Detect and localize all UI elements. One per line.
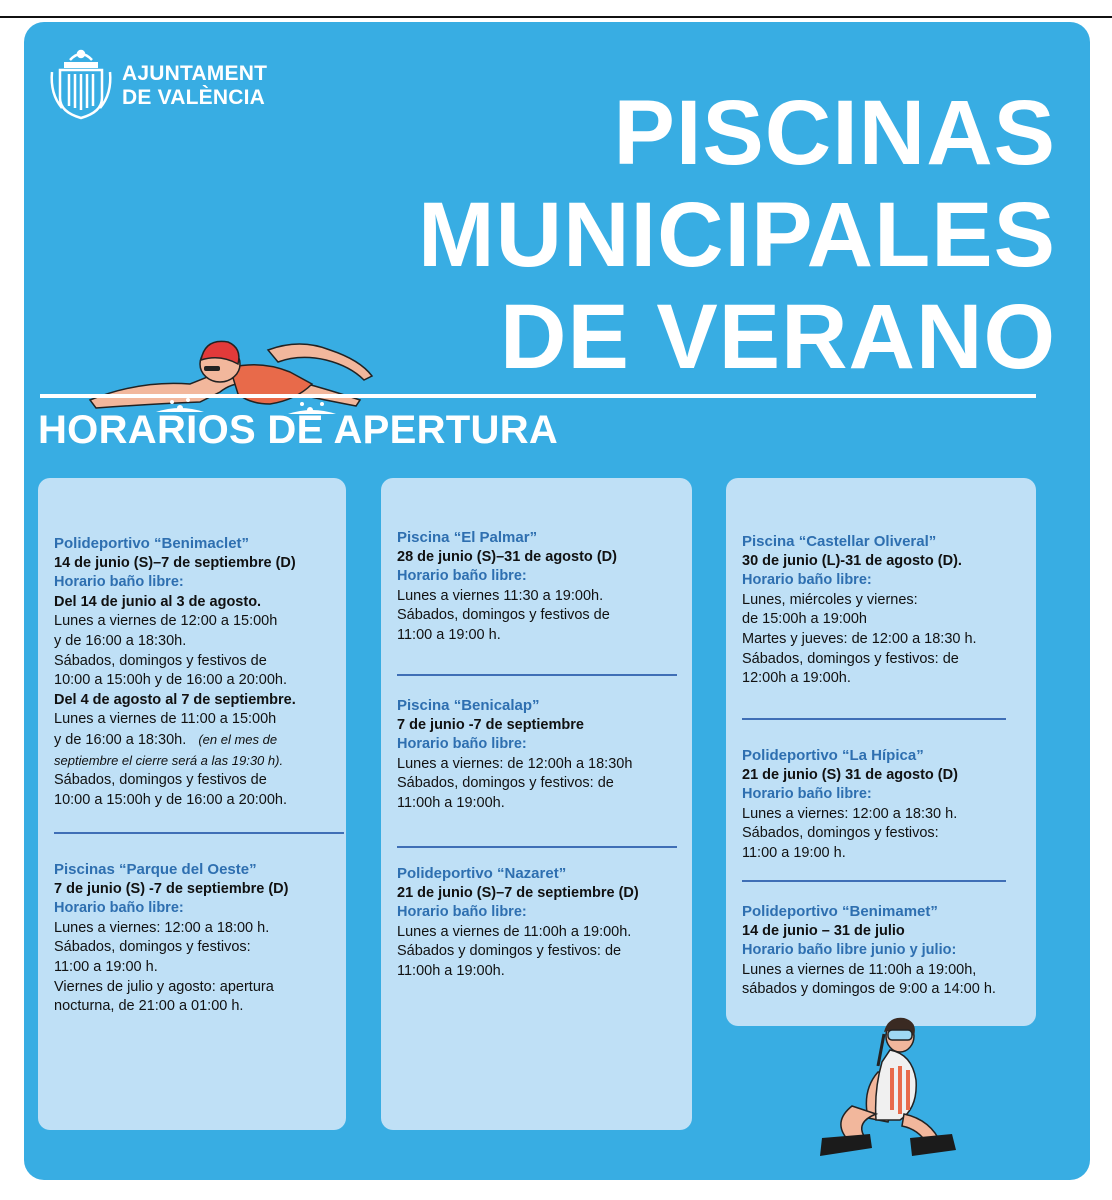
schedule-line: 11:00 a 19:00 h.	[54, 958, 158, 975]
schedule-line: sábados y domingos de 9:00 a 14:00 h.	[742, 981, 996, 998]
pool-name: Polideportivo “La Hípica”	[742, 747, 924, 764]
pool-dates: 7 de junio (S) -7 de septiembre (D)	[54, 880, 289, 897]
title-line-2: MUNICIPALES	[418, 184, 1056, 286]
pool-card-column-2	[381, 478, 692, 1130]
schedule-line: Lunes a viernes: 12:00 a 18:30 h.	[742, 805, 958, 822]
schedule-line: Lunes a viernes de 12:00 a 15:00h	[54, 613, 278, 630]
schedule-line: 11:00h a 19:00h.	[397, 794, 505, 811]
schedule-line: Lunes a viernes de 11:00 a 15:00h	[54, 711, 277, 728]
entry-divider	[397, 674, 677, 676]
schedule-label: Horario baño libre:	[742, 786, 872, 803]
pool-name: Polideportivo “Benimamet”	[742, 903, 938, 920]
schedule-line: Sábados, domingos y festivos: de	[742, 650, 959, 667]
pool-name: Piscina “Benicalap”	[397, 697, 540, 714]
pool-entry-castellar-oliveral	[742, 532, 1030, 689]
period-title: Del 4 de agosto al 7 de septiembre.	[54, 691, 296, 708]
schedule-label: Horario baño libre:	[742, 572, 872, 589]
schedule-line: Viernes de julio y agosto: apertura	[54, 978, 274, 995]
schedule-line: Sábados, domingos y festivos de	[397, 607, 610, 624]
schedule-line: y de 16:00 a 18:30h.	[54, 731, 187, 748]
pool-dates: 30 de junio (L)-31 de agosto (D).	[742, 552, 962, 569]
schedule-line: Lunes a viernes de 11:00h a 19:00h,	[742, 961, 977, 978]
entry-divider	[397, 846, 677, 848]
pool-name: Piscina “Castellar Oliveral”	[742, 533, 937, 550]
schedule-line: Sábados, domingos y festivos:	[54, 939, 251, 956]
coat-of-arms-icon	[48, 46, 114, 122]
pool-entry-el-palmar	[397, 528, 686, 646]
schedule-line: Lunes a viernes de 11:00h a 19:00h.	[397, 923, 632, 940]
title-rule	[40, 394, 1036, 398]
pool-dates: 14 de junio – 31 de julio	[742, 922, 905, 939]
pool-card-column-1	[38, 478, 346, 1130]
schedule-line-with-note	[54, 730, 340, 771]
schedule-line: 11:00 a 19:00 h.	[742, 844, 846, 861]
entry-divider	[742, 880, 1006, 882]
schedule-line: Sábados y domingos y festivos: de	[397, 943, 622, 960]
entry-divider	[54, 832, 344, 834]
schedule-line: Sábados, domingos y festivos:	[742, 825, 939, 842]
schedule-line: 12:00h a 19:00h.	[742, 670, 851, 687]
schedule-line: 10:00 a 15:00h y de 16:00 a 20:00h.	[54, 672, 288, 689]
schedule-label: Horario baño libre:	[54, 574, 184, 591]
pool-dates: 28 de junio (S)–31 de agosto (D)	[397, 548, 617, 565]
schedule-line: y de 16:00 a 18:30h.	[54, 632, 187, 649]
ayuntamiento-logo	[48, 46, 308, 136]
pool-entry-benicalap	[397, 696, 686, 814]
schedule-line: Lunes a viernes: de 12:00h a 18:30h	[397, 755, 633, 772]
schedule-line: 11:00 a 19:00 h.	[397, 626, 501, 643]
title-line-1: PISCINAS	[613, 82, 1056, 184]
schedule-line: Martes y jueves: de 12:00 a 18:30 h.	[742, 630, 977, 647]
schedule-label: Horario baño libre junio y julio:	[742, 942, 957, 959]
schedule-label: Horario baño libre:	[397, 904, 527, 921]
pool-dates: 21 de junio (S)–7 de septiembre (D)	[397, 884, 639, 901]
logo-text	[122, 62, 267, 110]
pool-dates: 14 de junio (S)–7 de septiembre (D)	[54, 554, 296, 571]
period-title: Del 14 de junio al 3 de agosto.	[54, 593, 262, 610]
pool-entry-nazaret	[397, 864, 686, 982]
pool-entry-benimaclet	[54, 534, 340, 810]
schedule-line: Lunes a viernes 11:30 a 19:00h.	[397, 587, 604, 604]
pool-card-column-3	[726, 478, 1036, 1026]
pool-name: Piscina “El Palmar”	[397, 529, 538, 546]
schedule-line: nocturna, de 21:00 a 01:00 h.	[54, 998, 244, 1015]
schedule-line: Lunes, miércoles y viernes:	[742, 591, 918, 608]
section-subtitle: HORARIOS DE APERTURA	[38, 408, 559, 452]
schedule-line: Lunes a viernes: 12:00 a 18:00 h.	[54, 919, 270, 936]
diver-illustration	[792, 1010, 962, 1160]
pool-name: Polideportivo “Benimaclet”	[54, 535, 250, 552]
schedule-label: Horario baño libre:	[54, 900, 184, 917]
schedule-line: Sábados, domingos y festivos de	[54, 652, 267, 669]
top-border-line	[0, 16, 1112, 18]
pool-entry-la-hipica	[742, 746, 1030, 864]
pool-dates: 7 de junio -7 de septiembre	[397, 716, 584, 733]
pool-entry-benimamet	[742, 902, 1030, 1000]
logo-line-2: DE VALÈNCIA	[122, 86, 265, 109]
schedule-line: de 15:00h a 19:00h	[742, 611, 867, 628]
schedule-line: 10:00 a 15:00h y de 16:00 a 20:00h.	[54, 791, 288, 808]
schedule-line: Sábados, domingos y festivos de	[54, 772, 267, 789]
schedule-note: (en el mes de septiembre el cierre será a las 19:30 h).	[54, 731, 284, 768]
logo-line-1: AJUNTAMENT	[122, 62, 268, 85]
schedule-label: Horario baño libre:	[397, 568, 527, 585]
schedule-label: Horario baño libre:	[397, 736, 527, 753]
pool-name: Piscinas “Parque del Oeste”	[54, 861, 257, 878]
pool-dates: 21 de junio (S) 31 de agosto (D)	[742, 766, 958, 783]
schedule-line: Sábados, domingos y festivos: de	[397, 775, 614, 792]
entry-divider	[742, 718, 1006, 720]
pool-name: Polideportivo “Nazaret”	[397, 865, 567, 882]
schedule-line: 11:00h a 19:00h.	[397, 962, 505, 979]
page-title	[418, 82, 1056, 388]
pool-entry-parque-oeste	[54, 860, 340, 1017]
title-line-3: DE VERANO	[500, 286, 1056, 388]
